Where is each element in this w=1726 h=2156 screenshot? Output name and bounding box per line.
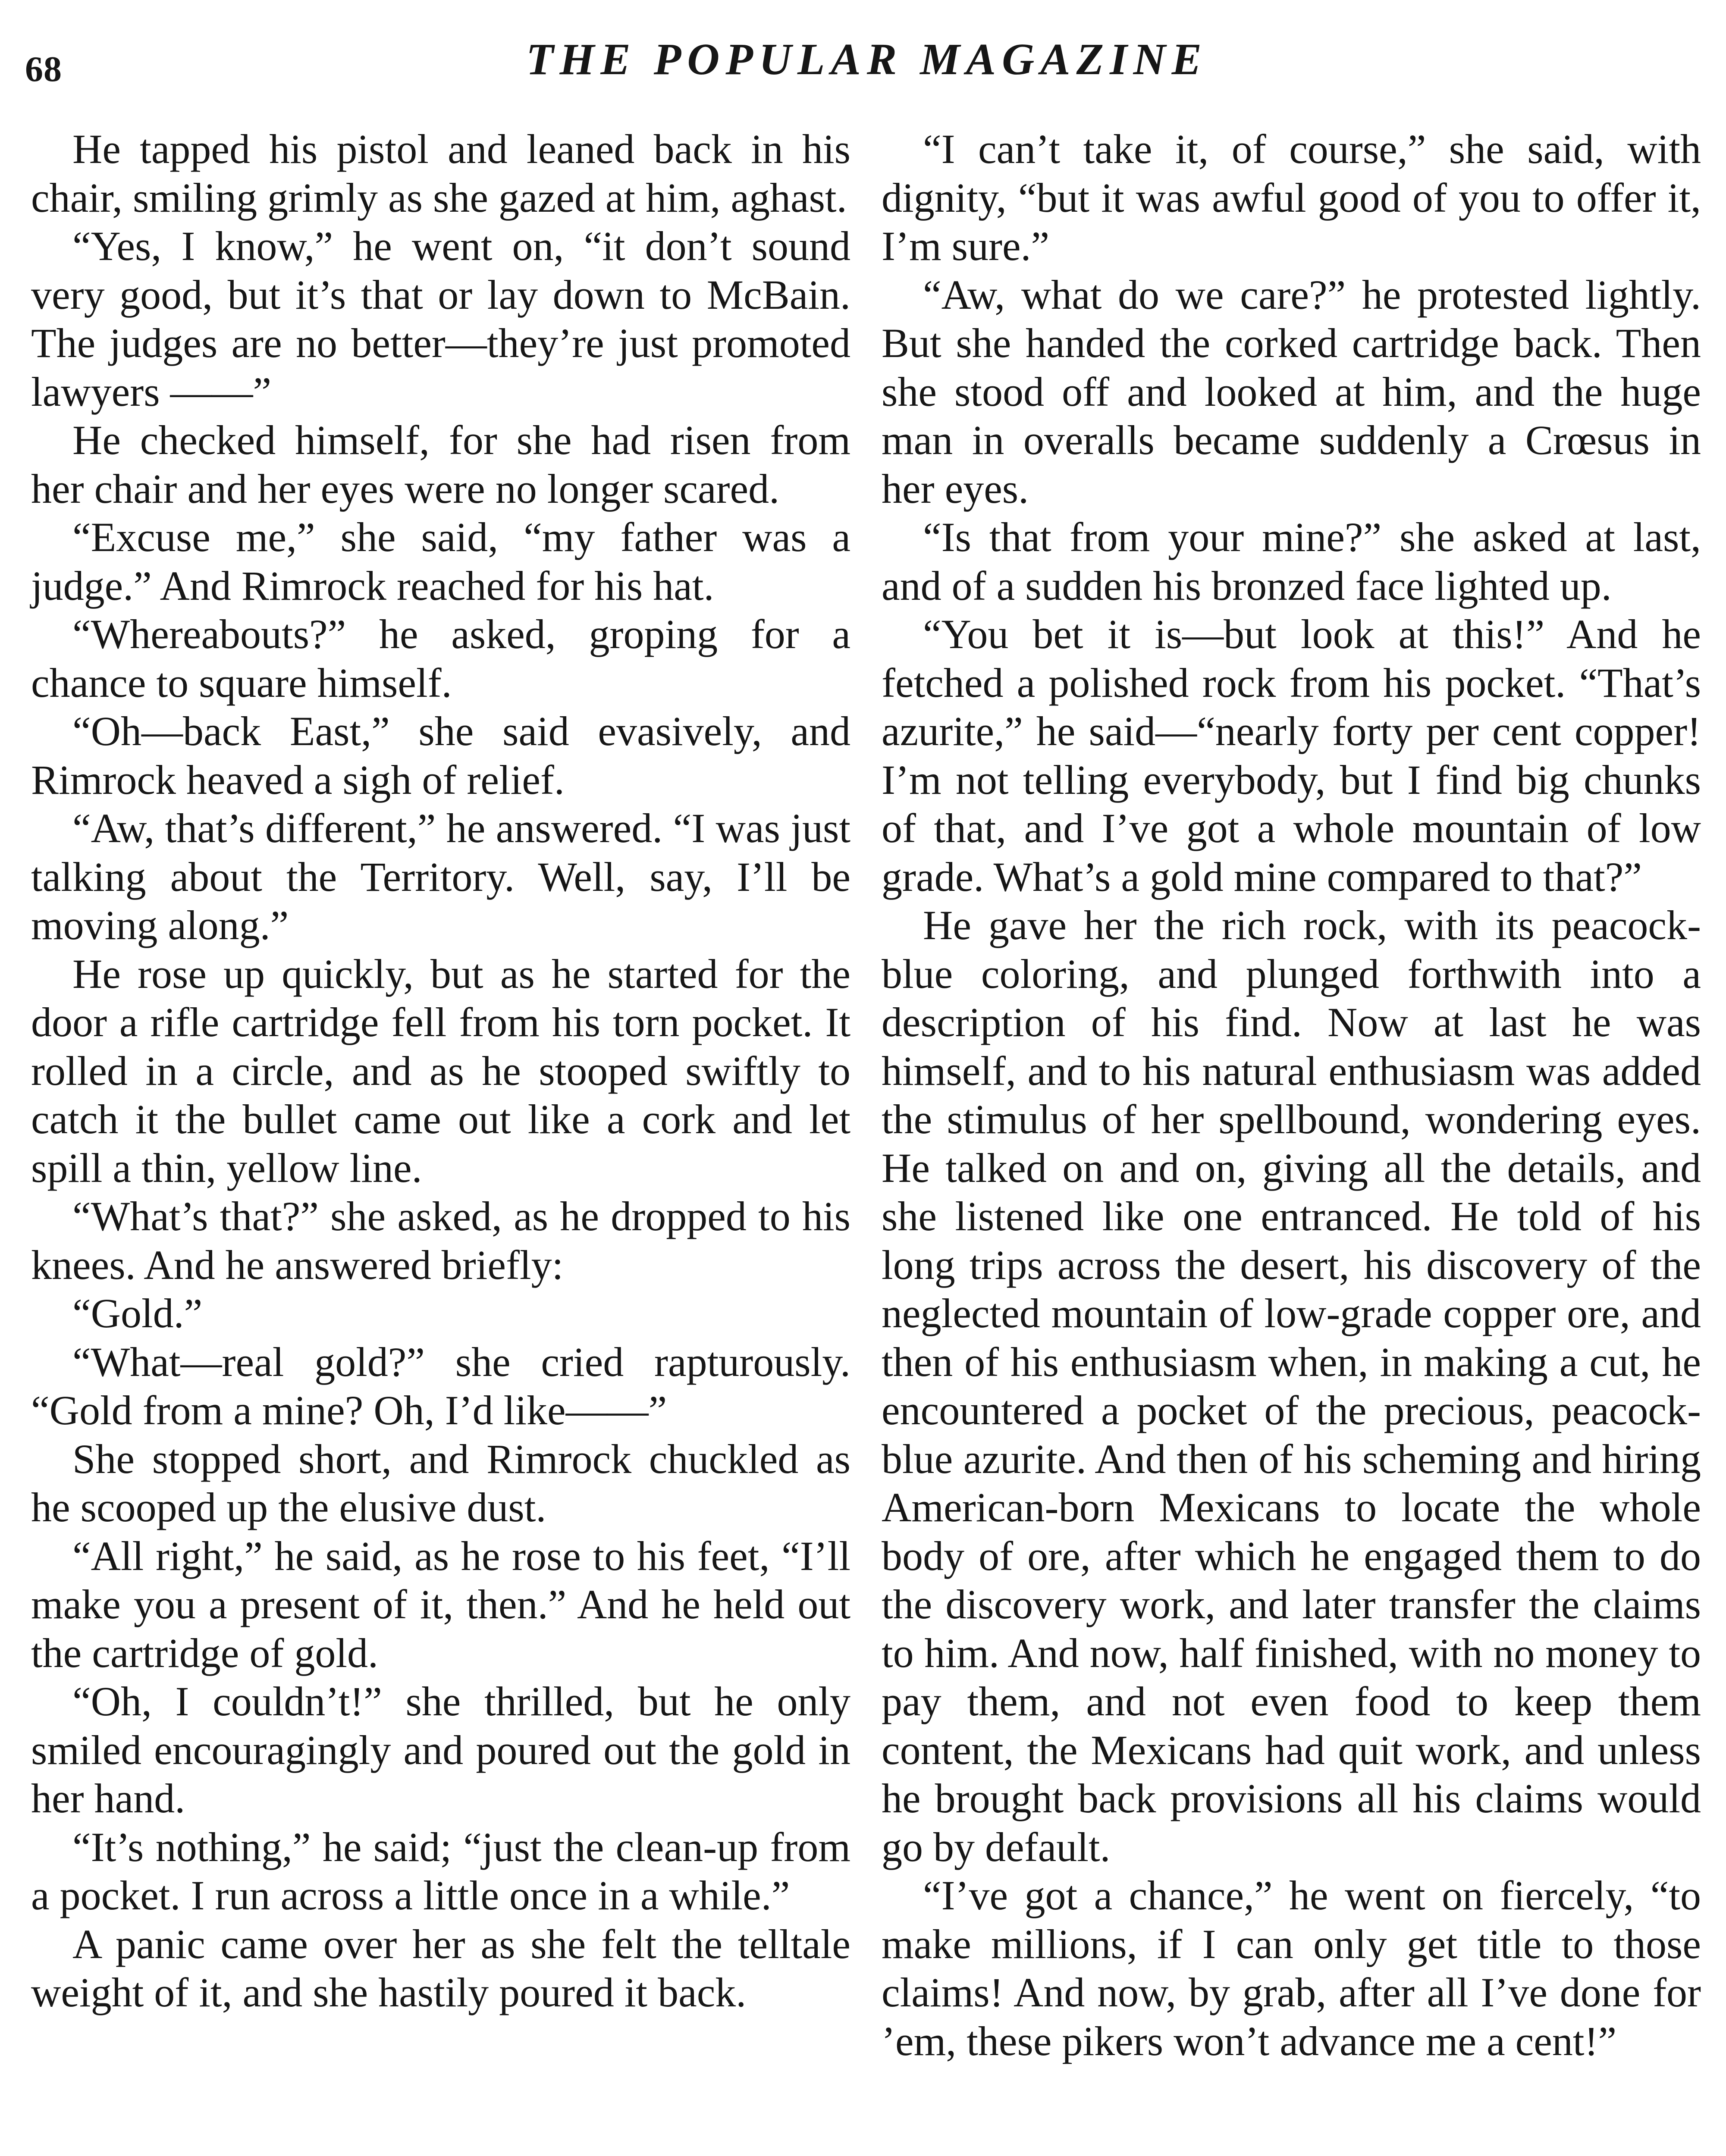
paragraph: “Aw, that’s different,” he answered. “I was just talking about the Territory. Well, say, I’ll be moving along.”: [31, 805, 850, 948]
paragraph: “Whereabouts?” he asked, groping for a chance to square himself.: [31, 611, 850, 706]
paragraph: “What—real gold?” she cried rapturously. “Gold from a mine? Oh, I’d like——”: [31, 1338, 850, 1433]
paragraph: “Oh—back East,” she said evasively, and Rimrock heaved a sigh of relief.: [31, 708, 850, 803]
paragraph: “It’s nothing,” he said; “just the clean-up from a pocket. I run across a little once in a while.”: [31, 1824, 850, 1918]
left-column: [31, 125, 850, 2017]
paragraph: “Yes, I know,” he went on, “it don’t sound very good, but it’s that or lay down to McBain. The judges are no better—they’re just promoted lawyers ——”: [31, 223, 850, 415]
page-number: 68: [25, 49, 62, 89]
paragraph: “Excuse me,” she said, “my father was a judge.” And Rimrock reached for his hat.: [31, 514, 850, 609]
paragraph: He gave her the rich rock, with its peacock-blue coloring, and plunged forthwith into a description of his find. Now at last he was himself, and to his natural enthusiasm was added the stimulus of her spellbound, wondering eyes. He talked on and on, giving all the details, and she listened like one entranced. He told of his long trips across the desert, his discovery of the neglected mountain of low-grade copper ore, and then of his enthusiasm when, in making a cut, he encountered a pocket of the precious, peacock-blue azurite. And then of his scheming and hiring American-born Mexicans to locate the whole body of ore, after which he engaged them to do the discovery work, and later transfer the claims to him. And now, half finished, with no money to pay them, and not even food to keep them content, the Mexicans had quit work, and unless he brought back provisions all his claims would go by default.: [882, 902, 1701, 1870]
paragraph: “I’ve got a chance,” he went on fiercely, “to make millions, if I can only get title to those claims! And now, by grab, after all I’ve done for ’em, these pikers won’t advance me a cent!”: [882, 1872, 1701, 2064]
right-column: [882, 125, 1701, 2065]
paragraph: “Is that from your mine?” she asked at last, and of a sudden his bronzed face lighted up.: [882, 514, 1701, 609]
paragraph: He checked himself, for she had risen from her chair and her eyes were no longer scared.: [31, 417, 850, 512]
paragraph: “All right,” he said, as he rose to his feet, “I’ll make you a present of it, then.” And he held out the cartridge of gold.: [31, 1532, 850, 1676]
paragraph: “What’s that?” she asked, as he dropped to his knees. And he answered briefly:: [31, 1193, 850, 1288]
paragraph: “I can’t take it, of course,” she said, with dignity, “but it was awful good of you to offer it, I’m sure.”: [882, 126, 1701, 269]
paragraph: “Aw, what do we care?” he protested lightly. But she handed the corked cartridge back. Then she stood off and looked at him, and the huge man in overalls became suddenly a Crœsus in her eyes.: [882, 271, 1701, 512]
paragraph: He rose up quickly, but as he started for the door a rifle cartridge fell from his torn pocket. It rolled in a circle, and as he stooped swiftly to catch it the bullet came out like a cork and let spill a thin, yellow line.: [31, 950, 850, 1191]
paragraph: A panic came over her as she felt the telltale weight of it, and she hastily poured it back.: [31, 1921, 850, 2015]
paragraph: He tapped his pistol and leaned back in his chair, smiling grimly as she gazed at him, aghast.: [31, 126, 850, 221]
paragraph: “Gold.”: [72, 1290, 203, 1336]
paragraph: She stopped short, and Rimrock chuckled as he scooped up the elusive dust.: [31, 1435, 850, 1530]
running-title: THE POPULAR MAGAZINE: [526, 34, 1208, 84]
paragraph: “Oh, I couldn’t!” she thrilled, but he only smiled encouragingly and poured out the gold in her hand.: [31, 1678, 850, 1821]
paragraph: “You bet it is—but look at this!” And he fetched a polished rock from his pocket. “That’s azurite,” he said—“nearly forty per cent copper! I’m not telling everybody, but I find big chunks of that, and I’ve got a whole mountain of low grade. What’s a gold mine compared to that?”: [882, 611, 1701, 900]
